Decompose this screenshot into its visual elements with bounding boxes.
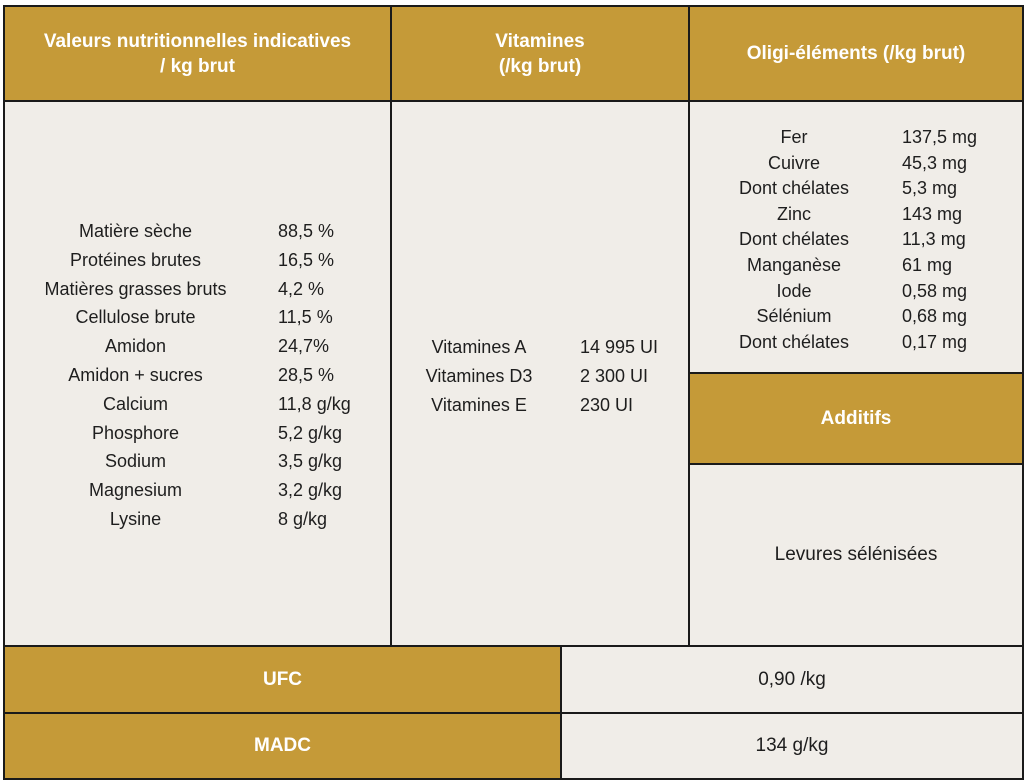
oligo-value: 61 mg [902,254,953,275]
header-oligo [688,5,1024,102]
oligo-value: 0,68 mg [902,306,968,327]
oligo-row [716,330,1012,356]
oligo-row [716,202,1012,228]
nutrition-value: 3,2 g/kg [278,480,343,501]
vitamin-value: 2 300 UI [580,365,649,386]
oligo-label: Sélénium [756,306,832,327]
header-vitamins-line1: Vitamines [495,30,585,52]
oligo-value: 5,3 mg [902,178,958,199]
header-nutrition [3,5,392,102]
header-oligo-label: Oligi-éléments (/kg brut) [746,43,966,64]
oligo-value: 0,17 mg [902,331,968,352]
nutrition-label: Amidon + sucres [68,364,203,385]
oligo-row [716,227,1012,253]
nutrition-row [13,476,388,505]
oligo-row [716,125,1012,151]
oligo-label: Manganèse [746,254,842,275]
oligo-value: 11,3 mg [902,229,966,250]
vitamin-value: 230 UI [580,394,634,415]
footer-ufc-label: UFC [262,668,303,690]
footer-ufc-label-cell [3,645,562,714]
nutrition-label: Phosphore [91,422,180,443]
nutrition-row [13,390,388,419]
nutrition-value: 88,5 % [278,221,335,241]
nutrition-row [13,361,388,390]
vitamin-row [404,391,700,420]
oligo-label: Cuivre [767,152,820,173]
nutrition-row [13,332,388,361]
nutrition-value: 24,7% [278,336,330,357]
footer-madc-value: 134 g/kg [755,735,829,756]
vitamin-row [404,362,700,391]
nutrition-row [13,447,388,476]
nutrition-value: 8 g/kg [278,508,328,529]
header-additifs [688,372,1024,465]
nutrition-row [13,505,388,534]
nutrition-label: Protéines brutes [69,249,202,270]
nutrition-label: Cellulose brute [75,307,196,328]
oligo-label: Dont chélates [738,331,850,352]
nutrition-value: 16,5 % [278,249,335,270]
header-nutrition-line2: / kg brut [160,55,235,77]
nutrition-panel [3,100,392,647]
vitamin-value: 14 995 UI [580,337,659,357]
oligo-label: Fer [780,127,808,147]
vitamins-list [404,333,700,419]
nutrition-label: Matière sèche [78,221,193,241]
nutrition-value: 28,5 % [278,364,335,385]
header-vitamins-line2: (/kg brut) [498,55,582,77]
vitamin-label: Vitamines A [431,337,527,357]
oligo-label: Dont chélates [738,178,850,199]
nutrition-list [13,217,388,534]
nutrition-row [13,246,388,275]
additifs-panel [688,463,1024,647]
vitamin-row [404,333,700,362]
vitamins-panel [390,100,690,647]
vitamin-label: Vitamines E [431,394,527,415]
oligo-row [716,253,1012,279]
nutrition-row [13,275,388,304]
nutrition-value: 4,2 % [278,278,325,299]
footer-madc-label: MADC [254,735,311,756]
footer-ufc-value: 0,90 /kg [758,668,826,690]
footer-ufc-value-cell [560,645,1024,714]
header-nutrition-line1: Valeurs nutritionnelles indicatives [43,30,352,52]
nutrition-row [13,217,388,246]
nutrition-label: Amidon [104,336,167,357]
oligo-row [716,176,1012,202]
header-vitamins [390,5,690,102]
oligo-value: 45,3 mg [902,152,968,173]
nutrition-row [13,303,388,332]
nutrition-label: Lysine [109,508,162,529]
footer-madc-label-cell [3,712,562,780]
header-additifs-label: Additifs [820,408,892,429]
oligo-row [716,279,1012,305]
nutrition-value: 11,8 g/kg [278,393,351,414]
oligo-label: Iode [776,280,812,301]
nutrition-row [13,419,388,448]
oligo-value: 143 mg [902,203,963,224]
nutrition-value: 5,2 g/kg [278,422,343,443]
nutrition-value: 11,5 % [278,307,333,328]
additifs-value: Levures sélénisées [774,544,938,565]
oligo-label: Zinc [776,203,811,224]
nutrition-value: 3,5 g/kg [278,451,343,472]
vitamin-label: Vitamines D3 [425,365,533,386]
oligo-panel [688,100,1024,374]
nutrition-label: Matières grasses bruts [44,278,227,299]
nutrition-label: Calcium [102,393,168,414]
nutrition-label: Magnesium [88,480,183,501]
oligo-value: 0,58 mg [902,280,968,301]
nutrition-label: Sodium [104,451,167,472]
oligo-row [716,151,1012,177]
oligo-row [716,304,1012,330]
oligo-value: 137,5 mg [902,127,978,147]
oligo-list [716,125,1012,355]
footer-madc-value-cell [560,712,1024,780]
oligo-label: Dont chélates [738,229,850,250]
